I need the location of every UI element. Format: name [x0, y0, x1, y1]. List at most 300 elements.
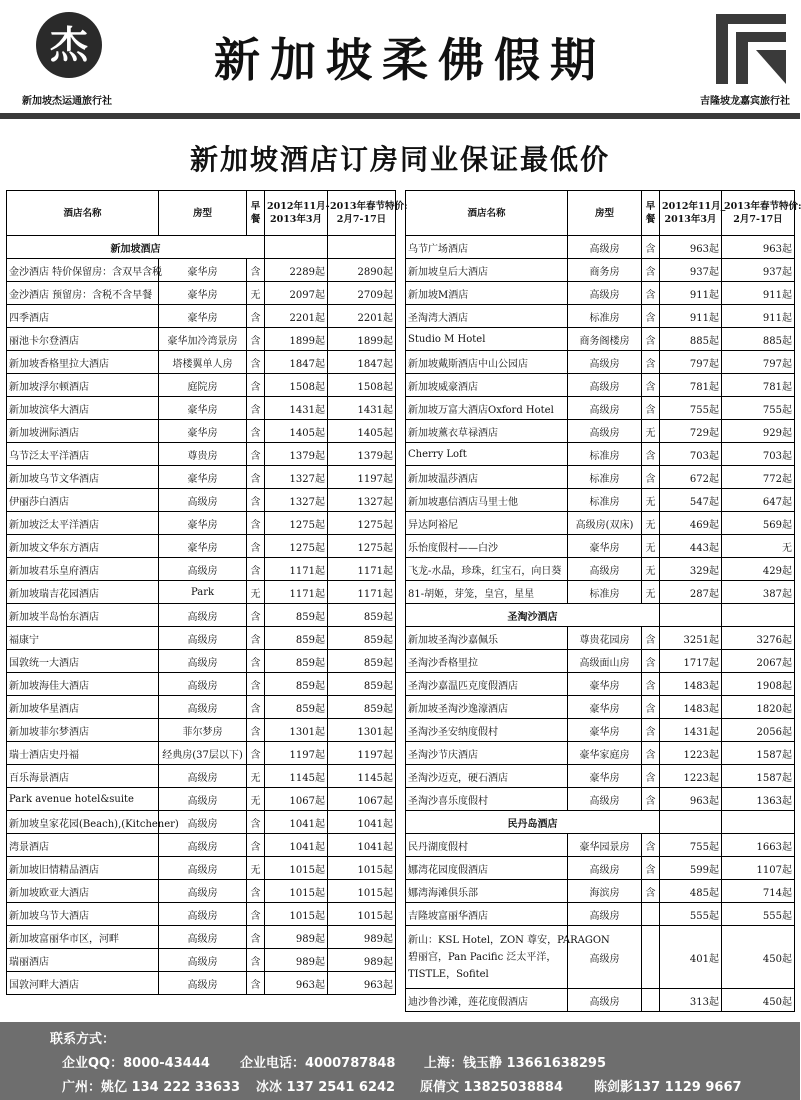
hotel-name: 圣淘沙喜乐度假村 — [406, 788, 568, 811]
room-type: 高级房 — [159, 765, 247, 788]
room-type: 经典房(37层以下) — [159, 742, 247, 765]
empty-cell — [722, 811, 795, 834]
room-type: Park — [159, 581, 247, 604]
hotel-name: 乐怡度假村——白沙 — [406, 535, 568, 558]
price-standard: 485起 — [660, 880, 722, 903]
room-type: 高级房 — [159, 604, 247, 627]
breakfast-flag: 含 — [642, 397, 660, 420]
hotel-name: 四季酒店 — [7, 305, 159, 328]
contact-phone: 企业电话：4000787848 — [240, 1056, 396, 1071]
table-row — [7, 650, 396, 673]
price-standard: 1223起 — [660, 765, 722, 788]
room-type: 豪华房 — [568, 719, 642, 742]
hotel-name: 新加坡戴斯酒店中山公园店 — [406, 351, 568, 374]
table-row — [406, 236, 795, 259]
room-type: 豪华房 — [568, 696, 642, 719]
price-standard: 329起 — [660, 558, 722, 581]
hotel-name: 新加坡威豪酒店 — [406, 374, 568, 397]
contact-bingbing: 冰冰 137 2541 6242 — [256, 1080, 396, 1095]
table-row — [406, 834, 795, 857]
room-type: 标准房 — [568, 443, 642, 466]
table-row — [7, 788, 396, 811]
price-standard: 1301起 — [265, 719, 328, 742]
agency-name-right: 吉隆坡龙嘉宾旅行社 — [700, 96, 790, 107]
price-standard: 963起 — [265, 972, 328, 995]
hotel-name: Studio M Hotel — [406, 328, 568, 351]
price-spring-festival: 859起 — [328, 696, 396, 719]
column-header-hotel: 酒店名称 — [406, 191, 568, 236]
table-row — [406, 650, 795, 673]
room-type: 豪华房 — [159, 535, 247, 558]
price-spring-festival: 1015起 — [328, 880, 396, 903]
table-row — [406, 696, 795, 719]
price-spring-festival: 1015起 — [328, 903, 396, 926]
price-spring-festival: 555起 — [722, 903, 795, 926]
price-spring-festival: 1587起 — [722, 742, 795, 765]
hotel-name: 娜湾花园度假酒店 — [406, 857, 568, 880]
hotel-name: Park avenue hotel&suite — [7, 788, 159, 811]
table-row — [7, 903, 396, 926]
breakfast-flag: 含 — [642, 719, 660, 742]
hotel-name-line: 碧丽宫，Pan Pacific 泛太平洋， — [408, 951, 557, 963]
breakfast-flag: 含 — [642, 834, 660, 857]
price-spring-festival: 1431起 — [328, 397, 396, 420]
section-row — [7, 236, 396, 259]
price-standard: 1483起 — [660, 696, 722, 719]
breakfast-flag: 含 — [247, 696, 265, 719]
price-standard: 859起 — [265, 650, 328, 673]
price-standard: 755起 — [660, 834, 722, 857]
table-row — [7, 673, 396, 696]
room-type: 高级房(双床) — [568, 512, 642, 535]
price-standard: 547起 — [660, 489, 722, 512]
table-row — [406, 673, 795, 696]
breakfast-flag: 含 — [642, 282, 660, 305]
room-type: 商务阁楼房 — [568, 328, 642, 351]
breakfast-flag: 无 — [247, 282, 265, 305]
table-row — [406, 328, 795, 351]
breakfast-flag: 含 — [642, 328, 660, 351]
table-row — [406, 719, 795, 742]
table-row — [7, 926, 396, 949]
breakfast-flag: 含 — [247, 535, 265, 558]
price-spring-festival: 1197起 — [328, 466, 396, 489]
room-type: 菲尔梦房 — [159, 719, 247, 742]
price-spring-festival: 963起 — [328, 972, 396, 995]
table-row — [7, 328, 396, 351]
breakfast-flag: 无 — [642, 535, 660, 558]
breakfast-flag: 含 — [247, 650, 265, 673]
room-type: 庭院房 — [159, 374, 247, 397]
price-standard: 703起 — [660, 443, 722, 466]
hotel-name: 新加坡惠信酒店马里士他 — [406, 489, 568, 512]
room-type: 尊贵房 — [159, 443, 247, 466]
price-spring-festival: 3276起 — [722, 627, 795, 650]
hotel-name: 新加坡皇家花园(Beach),(Kitchener) — [7, 811, 159, 834]
empty-cell — [660, 811, 722, 834]
table-row — [7, 443, 396, 466]
hotel-name: 新加坡瑞吉花园酒店 — [7, 581, 159, 604]
hotel-name: 81-胡姬，芽笼，皇宫，星星 — [406, 581, 568, 604]
breakfast-flag: 无 — [642, 581, 660, 604]
price-spring-festival: 2067起 — [722, 650, 795, 673]
hotel-name: 新加坡乌节文华酒店 — [7, 466, 159, 489]
breakfast-flag: 含 — [642, 765, 660, 788]
price-standard: 1015起 — [265, 903, 328, 926]
hotel-name: 新加坡泛太平洋酒店 — [7, 512, 159, 535]
breakfast-flag: 含 — [642, 696, 660, 719]
hotel-name: 新加坡M酒店 — [406, 282, 568, 305]
column-header-period2: 2013年春节特价: 2月7-17日 — [328, 191, 396, 236]
room-type: 豪华房 — [159, 305, 247, 328]
hotel-name: 伊丽莎白酒店 — [7, 489, 159, 512]
price-standard: 1327起 — [265, 466, 328, 489]
agency-name-left: 新加坡杰运通旅行社 — [22, 96, 112, 107]
contact-chen: 陈剑影137 1129 9667 — [594, 1080, 742, 1095]
price-spring-festival: 859起 — [328, 604, 396, 627]
room-type: 豪华园景房 — [568, 834, 642, 857]
table-row — [7, 282, 396, 305]
section-title-bintan: 民丹岛酒店 — [406, 811, 660, 834]
breakfast-flag: 含 — [247, 397, 265, 420]
breakfast-flag: 含 — [642, 627, 660, 650]
table-row — [406, 489, 795, 512]
price-spring-festival: 911起 — [722, 282, 795, 305]
hotel-name: 圣淘沙迈克，硬石酒店 — [406, 765, 568, 788]
room-type: 高级房 — [568, 236, 642, 259]
room-type: 豪华房 — [159, 466, 247, 489]
price-spring-festival: 1508起 — [328, 374, 396, 397]
hotel-name: 乌节泛太平洋酒店 — [7, 443, 159, 466]
table-row — [7, 374, 396, 397]
breakfast-flag: 含 — [247, 558, 265, 581]
room-type: 高级房 — [568, 857, 642, 880]
empty-cell — [722, 604, 795, 627]
hotel-name: 民丹湖度假村 — [406, 834, 568, 857]
room-type: 高级面山房 — [568, 650, 642, 673]
column-header-breakfast: 早餐 — [247, 191, 265, 236]
breakfast-flag: 含 — [247, 742, 265, 765]
price-standard: 989起 — [265, 926, 328, 949]
price-standard: 781起 — [660, 374, 722, 397]
price-standard: 1015起 — [265, 857, 328, 880]
price-standard: 555起 — [660, 903, 722, 926]
price-spring-festival: 859起 — [328, 627, 396, 650]
room-type: 高级房 — [568, 558, 642, 581]
room-type: 高级房 — [568, 788, 642, 811]
price-standard: 911起 — [660, 282, 722, 305]
room-type: 高级房 — [568, 397, 642, 420]
table-row — [406, 397, 795, 420]
table-row — [406, 903, 795, 926]
table-row — [7, 397, 396, 420]
room-type: 高级房 — [159, 673, 247, 696]
price-spring-festival: 989起 — [328, 949, 396, 972]
table-row — [406, 558, 795, 581]
table-row — [7, 811, 396, 834]
price-standard: 1171起 — [265, 558, 328, 581]
contact-guangzhou: 广州：姚亿 134 222 33633 — [62, 1080, 241, 1095]
price-standard: 1327起 — [265, 489, 328, 512]
right-price-table — [405, 190, 801, 1012]
breakfast-flag: 含 — [247, 972, 265, 995]
price-spring-festival: 1171起 — [328, 558, 396, 581]
breakfast-flag: 含 — [247, 627, 265, 650]
table-header-row — [7, 191, 396, 236]
hotel-name: 瑞丽酒店 — [7, 949, 159, 972]
hotel-name: 新加坡文华东方酒店 — [7, 535, 159, 558]
room-type: 豪华家庭房 — [568, 742, 642, 765]
room-type: 高级房 — [568, 926, 642, 989]
price-spring-festival: 1327起 — [328, 489, 396, 512]
hotel-name: 新加坡滨华大酒店 — [7, 397, 159, 420]
breakfast-flag: 含 — [642, 466, 660, 489]
price-spring-festival: 1363起 — [722, 788, 795, 811]
price-standard: 885起 — [660, 328, 722, 351]
hotel-name: 圣淘沙香格里拉 — [406, 650, 568, 673]
breakfast-flag: 含 — [247, 512, 265, 535]
breakfast-flag: 含 — [642, 236, 660, 259]
price-spring-festival: 1015起 — [328, 857, 396, 880]
column-header-hotel: 酒店名称 — [7, 191, 159, 236]
breakfast-flag: 含 — [642, 443, 660, 466]
breakfast-flag: 含 — [247, 903, 265, 926]
price-standard: 2097起 — [265, 282, 328, 305]
table-row — [7, 627, 396, 650]
table-row — [406, 627, 795, 650]
price-standard: 1275起 — [265, 512, 328, 535]
price-spring-festival: 1301起 — [328, 719, 396, 742]
price-standard: 1431起 — [660, 719, 722, 742]
table-row — [7, 305, 396, 328]
hotel-name: 新加坡华星酒店 — [7, 696, 159, 719]
price-standard: 1041起 — [265, 834, 328, 857]
hotel-name: 新加坡薰衣草禄酒店 — [406, 420, 568, 443]
breakfast-flag — [642, 903, 660, 926]
hotel-name: 圣淘沙圣安纳度假村 — [406, 719, 568, 742]
price-spring-festival: 无 — [722, 535, 795, 558]
table-row — [7, 834, 396, 857]
room-type: 高级房 — [159, 696, 247, 719]
price-standard: 859起 — [265, 627, 328, 650]
room-type: 标准房 — [568, 305, 642, 328]
price-spring-festival: 859起 — [328, 650, 396, 673]
breakfast-flag: 含 — [642, 374, 660, 397]
room-type: 塔楼翼单人房 — [159, 351, 247, 374]
price-spring-festival: 1107起 — [722, 857, 795, 880]
room-type: 高级房 — [159, 903, 247, 926]
price-spring-festival: 1587起 — [722, 765, 795, 788]
breakfast-flag: 含 — [247, 673, 265, 696]
breakfast-flag: 无 — [642, 489, 660, 512]
breakfast-flag: 含 — [642, 857, 660, 880]
price-spring-festival: 755起 — [722, 397, 795, 420]
breakfast-flag: 无 — [642, 558, 660, 581]
price-spring-festival: 2709起 — [328, 282, 396, 305]
breakfast-flag: 含 — [247, 834, 265, 857]
price-standard: 1041起 — [265, 811, 328, 834]
price-spring-festival: 929起 — [722, 420, 795, 443]
hotel-name: 瑞士酒店史丹福 — [7, 742, 159, 765]
price-spring-festival: 1275起 — [328, 512, 396, 535]
price-spring-festival: 1379起 — [328, 443, 396, 466]
room-type: 豪华房 — [159, 420, 247, 443]
table-row — [406, 581, 795, 604]
breakfast-flag: 含 — [247, 420, 265, 443]
table-row — [406, 989, 795, 1012]
hotel-name: 金沙酒店 预留房：含税不含早餐 — [7, 282, 159, 305]
room-type: 高级房 — [568, 351, 642, 374]
hotel-name: 飞龙-水晶，珍珠，红宝石，向日葵 — [406, 558, 568, 581]
table-row — [7, 558, 396, 581]
hotel-name: 福康宁 — [7, 627, 159, 650]
column-header-period1: 2012年11月_ 2013年3月 — [660, 191, 722, 236]
price-standard: 989起 — [265, 949, 328, 972]
price-spring-festival: 429起 — [722, 558, 795, 581]
table-row — [7, 972, 396, 995]
breakfast-flag: 含 — [247, 489, 265, 512]
price-spring-festival: 2056起 — [722, 719, 795, 742]
price-standard: 1847起 — [265, 351, 328, 374]
breakfast-flag: 含 — [247, 719, 265, 742]
table-row — [7, 742, 396, 765]
hotel-name: 新加坡香格里拉大酒店 — [7, 351, 159, 374]
table-row — [406, 351, 795, 374]
room-type: 豪华房 — [568, 765, 642, 788]
table-row — [406, 512, 795, 535]
breakfast-flag: 含 — [247, 811, 265, 834]
table-row — [406, 788, 795, 811]
price-spring-festival: 1197起 — [328, 742, 396, 765]
breakfast-flag: 含 — [247, 604, 265, 627]
hotel-name: 湾景酒店 — [7, 834, 159, 857]
table-row — [7, 512, 396, 535]
price-spring-festival: 647起 — [722, 489, 795, 512]
room-type: 标准房 — [568, 581, 642, 604]
price-spring-festival: 911起 — [722, 305, 795, 328]
table-row — [406, 259, 795, 282]
room-type: 尊贵花园房 — [568, 627, 642, 650]
empty-cell — [660, 604, 722, 627]
breakfast-flag — [642, 989, 660, 1012]
breakfast-flag: 含 — [642, 673, 660, 696]
price-standard: 287起 — [660, 581, 722, 604]
room-type: 高级房 — [159, 489, 247, 512]
hotel-name: 国敦统一大酒店 — [7, 650, 159, 673]
price-standard: 797起 — [660, 351, 722, 374]
hotel-name: 吉隆坡富丽华酒店 — [406, 903, 568, 926]
price-spring-festival: 1171起 — [328, 581, 396, 604]
room-type: 高级房 — [159, 926, 247, 949]
hotel-name: 新加坡圣淘沙嘉佩乐 — [406, 627, 568, 650]
room-type: 高级房 — [568, 903, 642, 926]
price-standard: 755起 — [660, 397, 722, 420]
price-spring-festival: 450起 — [722, 926, 795, 989]
room-type: 豪华房 — [159, 282, 247, 305]
hotel-name: 新加坡君乐皇府酒店 — [7, 558, 159, 581]
hotel-name: 娜湾海滩俱乐部 — [406, 880, 568, 903]
room-type: 高级房 — [159, 788, 247, 811]
price-spring-festival: 1899起 — [328, 328, 396, 351]
room-type: 豪华加冷湾景房 — [159, 328, 247, 351]
price-standard: 443起 — [660, 535, 722, 558]
breakfast-flag: 含 — [247, 374, 265, 397]
table-row — [7, 351, 396, 374]
price-standard: 859起 — [265, 673, 328, 696]
breakfast-flag: 含 — [247, 305, 265, 328]
price-standard: 963起 — [660, 788, 722, 811]
price-spring-festival: 1067起 — [328, 788, 396, 811]
room-type: 高级房 — [568, 374, 642, 397]
price-spring-festival: 937起 — [722, 259, 795, 282]
table-row — [406, 742, 795, 765]
price-spring-festival: 1663起 — [722, 834, 795, 857]
company-logo-icon: 杰 — [36, 12, 102, 78]
hotel-name: 乌节广场酒店 — [406, 236, 568, 259]
room-type: 高级房 — [159, 880, 247, 903]
page-title: 新加坡柔佛假期 — [214, 33, 606, 87]
section-row — [406, 604, 795, 627]
hotel-name: 新加坡乌节大酒店 — [7, 903, 159, 926]
price-spring-festival: 387起 — [722, 581, 795, 604]
table-row — [7, 857, 396, 880]
hotel-name: 新加坡圣淘沙逸濠酒店 — [406, 696, 568, 719]
room-type: 高级房 — [568, 989, 642, 1012]
price-spring-festival: 714起 — [722, 880, 795, 903]
hotel-name: 圣淘沙节庆酒店 — [406, 742, 568, 765]
hotel-name: 新加坡欧亚大酒店 — [7, 880, 159, 903]
price-spring-festival: 1820起 — [722, 696, 795, 719]
breakfast-flag: 无 — [642, 420, 660, 443]
price-spring-festival: 797起 — [722, 351, 795, 374]
table-header-row — [406, 191, 795, 236]
hotel-name-line: TISTLE，Sofitel — [408, 968, 489, 980]
column-header-period2: 2013年春节特价: 2月7-17日 — [722, 191, 795, 236]
table-row — [406, 765, 795, 788]
room-type: 高级房 — [159, 857, 247, 880]
price-spring-festival: 450起 — [722, 989, 795, 1012]
price-standard: 1405起 — [265, 420, 328, 443]
room-type: 高级房 — [159, 650, 247, 673]
breakfast-flag: 含 — [642, 650, 660, 673]
price-standard: 1015起 — [265, 880, 328, 903]
price-standard: 1067起 — [265, 788, 328, 811]
hotel-name: 国敦河畔大酒店 — [7, 972, 159, 995]
price-standard: 859起 — [265, 696, 328, 719]
room-type: 海滨房 — [568, 880, 642, 903]
column-header-room: 房型 — [159, 191, 247, 236]
table-row — [7, 535, 396, 558]
hotel-name-line: 新山：KSL Hotel，ZON 尊安，PARAGON — [408, 934, 610, 946]
breakfast-flag: 含 — [642, 305, 660, 328]
price-spring-festival: 859起 — [328, 673, 396, 696]
room-type: 豪华房 — [568, 673, 642, 696]
hotel-name: Cherry Loft — [406, 443, 568, 466]
breakfast-flag: 无 — [247, 788, 265, 811]
hotel-name: 百乐海景酒店 — [7, 765, 159, 788]
hotel-name: 新加坡皇后大酒店 — [406, 259, 568, 282]
breakfast-flag: 含 — [642, 880, 660, 903]
section-title-singapore: 新加坡酒店 — [7, 236, 265, 259]
price-standard: 469起 — [660, 512, 722, 535]
price-spring-festival: 1275起 — [328, 535, 396, 558]
breakfast-flag: 无 — [247, 857, 265, 880]
breakfast-flag: 含 — [642, 788, 660, 811]
price-standard: 1197起 — [265, 742, 328, 765]
hotel-name: 新加坡洲际酒店 — [7, 420, 159, 443]
table-row — [406, 857, 795, 880]
price-standard: 1508起 — [265, 374, 328, 397]
